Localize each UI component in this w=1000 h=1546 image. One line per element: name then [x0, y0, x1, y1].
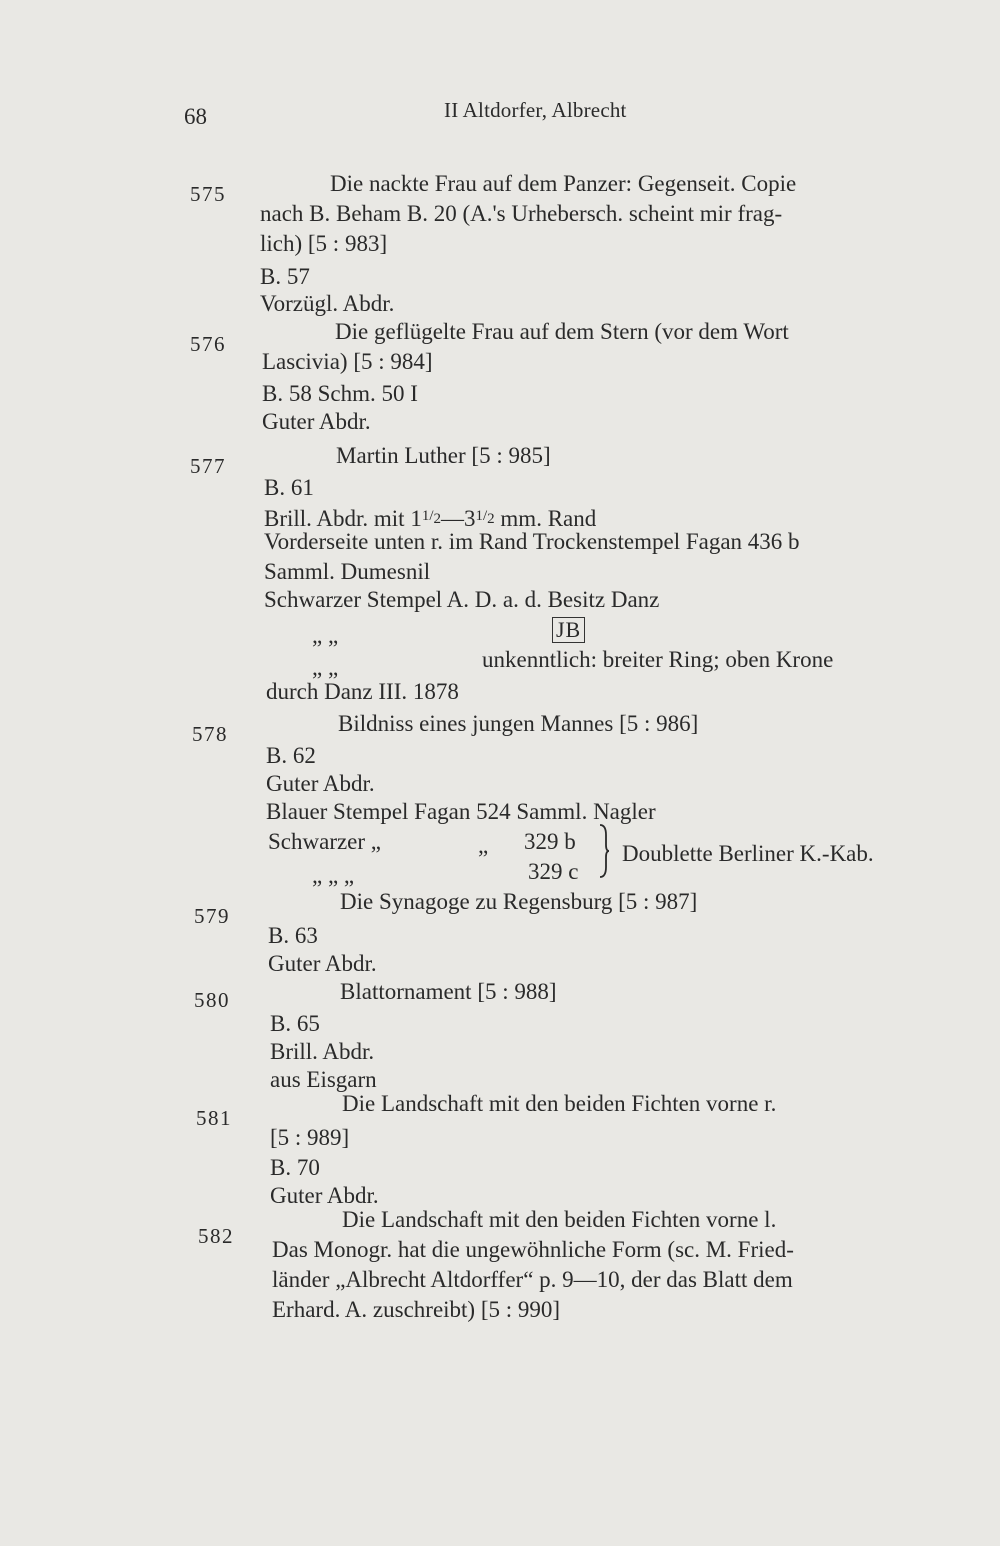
entry-text-line: Blauer Stempel Fagan 524 Samml. Nagler [266, 799, 656, 824]
entry-text-line: nach B. Beham B. 20 (A.'s Urhebersch. scheint mir frag- [260, 201, 783, 226]
entry-text-line: B. 58 Schm. 50 I [262, 381, 418, 406]
entry-number: 576 [190, 332, 226, 356]
entry-text-line: Schwarzer Stempel A. D. a. d. Besitz Danz [264, 587, 660, 612]
stamp-number: 329 c [528, 859, 579, 884]
entry-text-line: Blattornament [5 : 988] [340, 979, 557, 1004]
entry-number: 581 [196, 1106, 232, 1130]
entry-text-segment: Brill. Abdr. mit [264, 506, 411, 531]
entry-number: 579 [194, 904, 230, 928]
entry-text-line: Vorzügl. Abdr. [260, 291, 395, 316]
entry-text-line: unkenntlich: breiter Ring; oben Krone [482, 647, 834, 672]
page-header [0, 96, 1000, 136]
entry-text-line: Bildniss eines jungen Mannes [5 : 986] [338, 711, 699, 736]
running-title: II Altdorfer, Albrecht [444, 98, 627, 122]
entry-text-line: [5 : 989] [270, 1125, 350, 1150]
entry-text-line: Die nackte Frau auf dem Panzer: Gegenseit. Copie [330, 171, 797, 196]
entry-text-line: Guter Abdr. [266, 771, 375, 796]
ditto-marks: „ „ „ [312, 863, 355, 888]
entry-text-line: Die Synagoge zu Regensburg [5 : 987] [340, 889, 698, 914]
entry-text-line: Brill. Abdr. [270, 1039, 375, 1064]
entry-text-line: Vorderseite unten r. im Rand Trockenstempel Fagan 436 b [264, 529, 800, 554]
entry-text-line: Guter Abdr. [270, 1183, 379, 1208]
ditto-marks: „ „ [312, 655, 339, 680]
entry-text-line: B. 57 [260, 264, 310, 289]
entry-text-line: B. 61 [264, 475, 314, 500]
entry-text-line: länder „Albrecht Altdorffer“ p. 9—10, der das Blatt dem [272, 1267, 793, 1292]
brace-icon [598, 823, 610, 879]
entry-text-line: Schwarzer „ [268, 829, 382, 854]
entry-text-line: Die Landschaft mit den beiden Fichten vorne l. [342, 1207, 777, 1232]
measure-number: 1 [410, 506, 422, 531]
page-number: 68 [184, 104, 207, 129]
entry-text-line: aus Eisgarn [270, 1067, 377, 1092]
entry-text-line: Die Landschaft mit den beiden Fichten vorne r. [342, 1091, 777, 1116]
entry-text-line: durch Danz III. 1878 [266, 679, 459, 704]
measure-fraction: 1/2 [421, 508, 441, 527]
ditto-marks: „ „ [312, 623, 339, 648]
monogram-box: JB [552, 617, 585, 643]
entry-text-line: Das Monogr. hat die ungewöhnliche Form (sc. M. Fried- [272, 1237, 794, 1262]
entry-text-line: Guter Abdr. [268, 951, 377, 976]
entry-number: 580 [194, 988, 230, 1012]
entry-text-line: Samml. Dumesnil [264, 559, 431, 584]
entry-text-line: B. 62 [266, 743, 316, 768]
entry-text-line: Lascivia) [5 : 984] [262, 349, 433, 374]
measure-unit: mm. Rand [494, 506, 597, 531]
stamp-number: 329 b [524, 829, 576, 854]
measure-fraction: 1/2 [475, 508, 495, 527]
entry-text-line: Guter Abdr. [262, 409, 371, 434]
entry-text-line: Erhard. A. zuschreibt) [5 : 990] [272, 1297, 561, 1322]
entry-number: 578 [192, 722, 228, 746]
entry-number: 582 [198, 1224, 234, 1248]
entry-number: 575 [190, 182, 226, 206]
entry-text-line: B. 63 [268, 923, 318, 948]
entry-text-line: Die geflügelte Frau auf dem Stern (vor dem Wort [335, 319, 789, 344]
entry-text-line: Martin Luther [5 : 985] [336, 443, 551, 468]
entry-text-line: B. 65 [270, 1011, 320, 1036]
measure-number: —3 [441, 506, 476, 531]
entry-text-line: Doublette Berliner K.-Kab. [622, 841, 874, 866]
monogram-stamp [552, 616, 585, 644]
entry-text-line: lich) [5 : 983] [260, 231, 388, 256]
ditto-marks: „ [478, 833, 489, 858]
entry-text-line: B. 70 [270, 1155, 320, 1180]
entry-number: 577 [190, 454, 226, 478]
